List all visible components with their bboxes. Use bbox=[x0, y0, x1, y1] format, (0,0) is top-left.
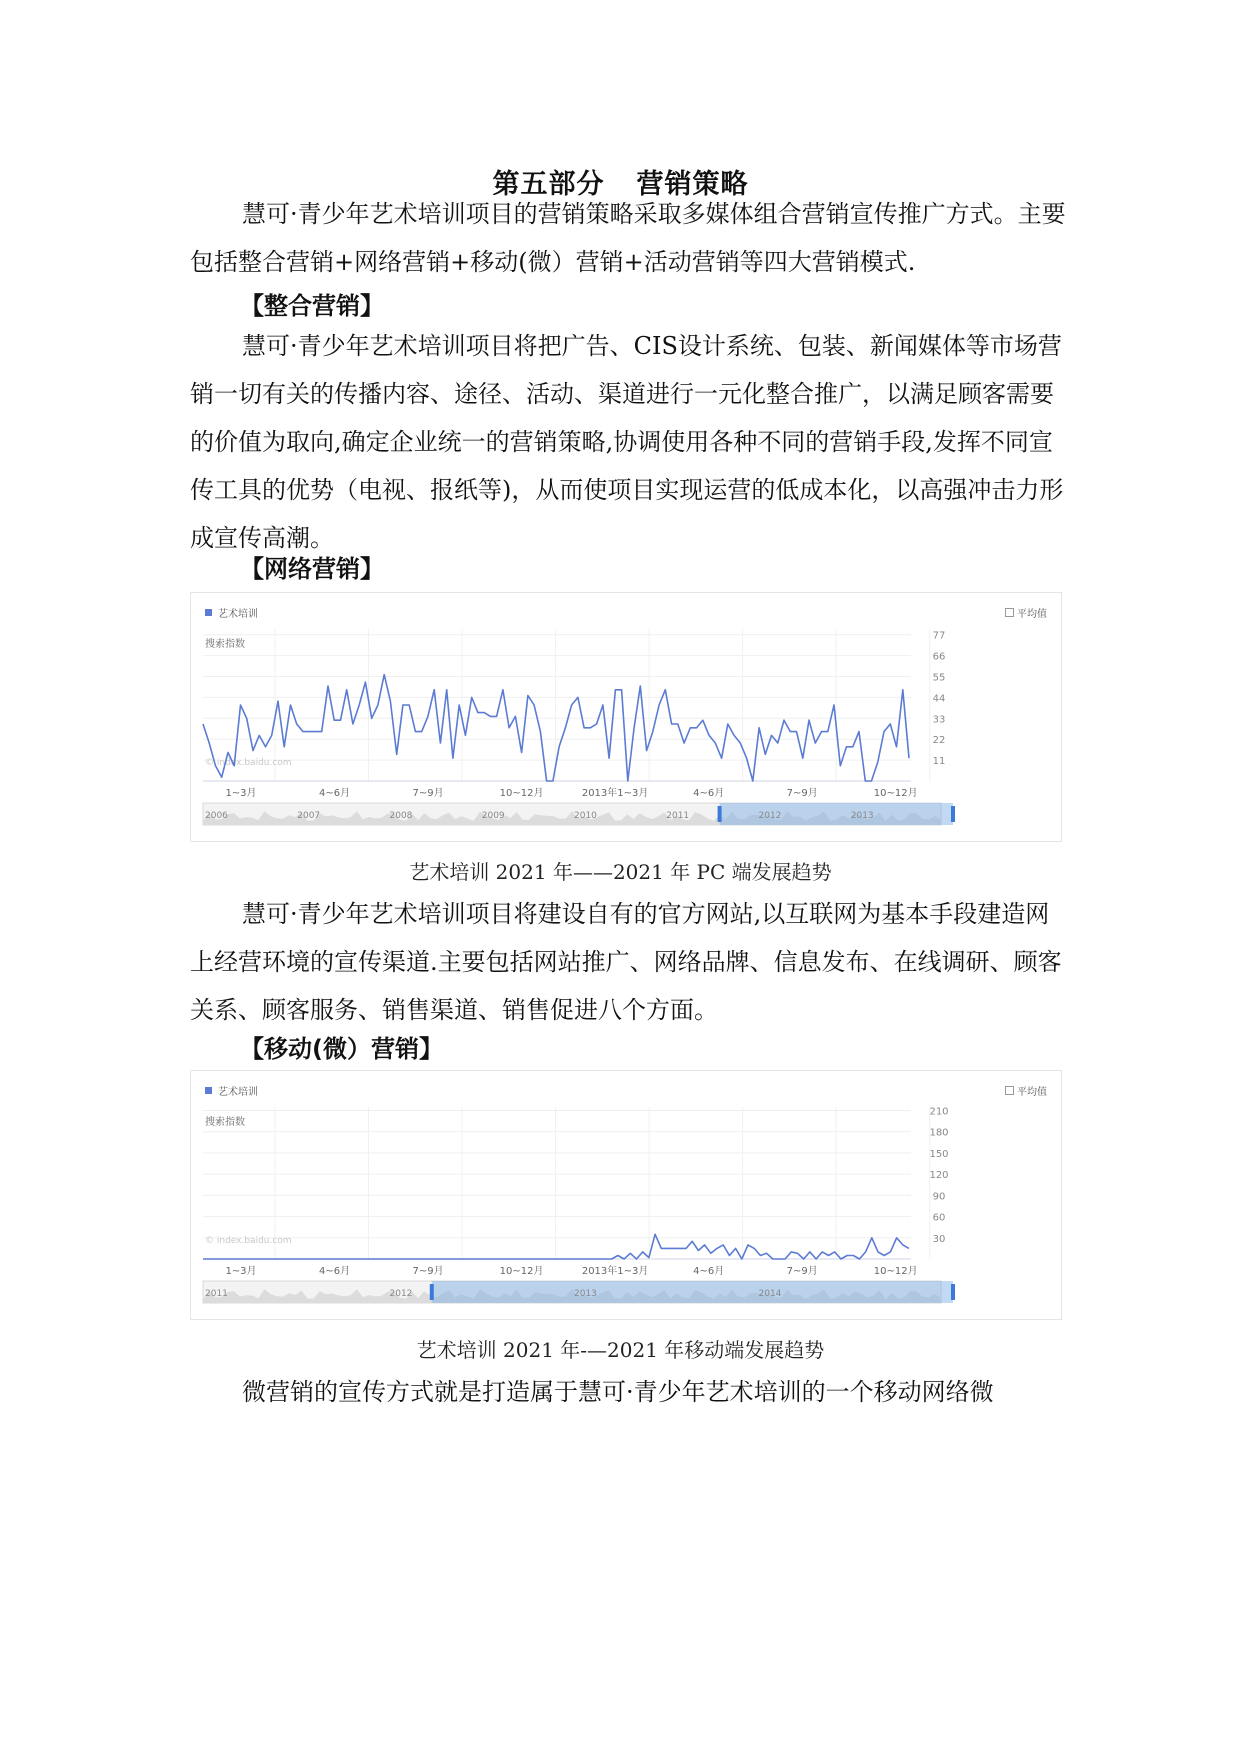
timeline-year-label: 2006 bbox=[205, 811, 228, 821]
x-tick-label: 1~3月 bbox=[225, 788, 257, 799]
y-tick-label: 30 bbox=[932, 1233, 946, 1245]
timeline-selection bbox=[432, 1281, 953, 1303]
y-tick-label: 33 bbox=[932, 714, 946, 726]
y-tick-label: 90 bbox=[932, 1191, 946, 1203]
mobile-trend-svg bbox=[191, 1071, 1061, 1319]
mobile-chart-caption: 艺术培训 2021 年-—2021 年移动端发展趋势 bbox=[416, 1338, 825, 1362]
y-tick-label: 77 bbox=[932, 630, 946, 642]
x-tick-label: 7~9月 bbox=[412, 1266, 444, 1277]
timeline-year-label: 2007 bbox=[297, 811, 321, 821]
average-toggle[interactable]: 平均值 bbox=[1005, 1083, 1047, 1098]
x-tick-label: 10~12月 bbox=[499, 788, 544, 799]
timeline-year-label: 2011 bbox=[666, 811, 690, 821]
x-tick-label: 7~9月 bbox=[786, 1266, 818, 1277]
x-tick-label: 7~9月 bbox=[786, 788, 818, 799]
integrated-paragraph: 慧可·青少年艺术培训项目将把广告、CIS设计系统、包装、新闻媒体等市场营销一切有关的传播内容、途径、活动、渠道进行一元化整合推广，以满足顾客需要的价值为取向,确定企业统一的营销策略,协调使用各种不同的营销手段,发挥不同宣传工具的优势（电视、报纸等)，从而使项目实现运营的低成本化，以高强冲击力形成宣传高潮。 bbox=[190, 332, 1064, 552]
x-tick-label: 10~12月 bbox=[873, 788, 918, 799]
watermark: © index.baidu.com bbox=[205, 758, 292, 768]
timeline-year-label: 2011 bbox=[205, 1289, 228, 1299]
y-tick-label: 210 bbox=[929, 1106, 949, 1118]
y-tick-label: 55 bbox=[932, 672, 946, 684]
heading-mobile: 【移动(微）营销】 bbox=[240, 1035, 443, 1063]
x-tick-label: 2013年1~3月 bbox=[581, 788, 649, 799]
timeline-year-label: 2012 bbox=[758, 811, 782, 821]
y-tick-label: 44 bbox=[932, 693, 946, 705]
watermark: © index.baidu.com bbox=[205, 1236, 292, 1246]
heading-integrated: 【整合营销】 bbox=[240, 292, 384, 320]
timeline-year-label: 2014 bbox=[758, 1289, 782, 1299]
title-name: 营销策略 bbox=[636, 169, 749, 200]
y-tick-label: 66 bbox=[932, 651, 946, 663]
x-tick-label: 4~6月 bbox=[693, 788, 725, 799]
y-tick-label: 150 bbox=[929, 1148, 949, 1160]
mobile-trend-chart bbox=[190, 1070, 1062, 1320]
x-tick-label: 10~12月 bbox=[499, 1266, 544, 1277]
x-tick-label: 2013年1~3月 bbox=[581, 1266, 649, 1277]
y-tick-label: 11 bbox=[932, 756, 946, 768]
timeline-handle-left bbox=[430, 1284, 434, 1300]
y-tick-label: 60 bbox=[932, 1212, 946, 1224]
intro-paragraph: 慧可·青少年艺术培训项目的营销策略采取多媒体组合营销宣传推广方式。主要包括整合营销+网络营销+移动(微）营销+活动营销等四大营销模式. bbox=[190, 200, 1066, 276]
chart-legend: 艺术培训 bbox=[205, 605, 258, 620]
mobile-paragraph: 微营销的宣传方式就是打造属于慧可·青少年艺术培训的一个移动网络微 bbox=[242, 1378, 994, 1406]
pc-trend-chart bbox=[190, 592, 1062, 842]
network-paragraph: 慧可·青少年艺术培训项目将建设自有的官方网站,以互联网为基本手段建造网上经营环境的宣传渠道.主要包括网站推广、网络品牌、信息发布、在线调研、顾客关系、顾客服务、销售渠道、销售促进八个方面。 bbox=[190, 900, 1062, 1024]
x-tick-label: 1~3月 bbox=[225, 1266, 257, 1277]
timeline-year-label: 2010 bbox=[574, 811, 597, 821]
title-part: 第五部分 bbox=[492, 169, 605, 200]
average-toggle[interactable]: 平均值 bbox=[1005, 605, 1047, 620]
pc-trend-svg bbox=[191, 593, 1061, 841]
timeline-year-label: 2009 bbox=[481, 811, 505, 821]
timeline-year-label: 2008 bbox=[389, 811, 413, 821]
y-tick-label: 120 bbox=[929, 1170, 949, 1182]
pc-chart-caption: 艺术培训 2021 年——2021 年 PC 端发展趋势 bbox=[409, 860, 832, 884]
x-tick-label: 4~6月 bbox=[693, 1266, 725, 1277]
x-tick-label: 10~12月 bbox=[873, 1266, 918, 1277]
chart-legend: 艺术培训 bbox=[205, 1083, 258, 1098]
timeline-year-label: 2012 bbox=[389, 1289, 413, 1299]
timeline-selection bbox=[720, 803, 953, 825]
heading-network: 【网络营销】 bbox=[240, 555, 384, 583]
x-tick-label: 4~6月 bbox=[318, 788, 351, 799]
y-axis-label: 搜索指数 bbox=[205, 639, 245, 650]
timeline-handle-left bbox=[718, 806, 722, 822]
timeline-handle-right bbox=[951, 806, 955, 822]
y-tick-label: 22 bbox=[932, 735, 946, 747]
timeline-handle-right bbox=[951, 1284, 955, 1300]
y-axis-label: 搜索指数 bbox=[205, 1117, 245, 1128]
timeline-year-label: 2013 bbox=[574, 1289, 597, 1299]
x-tick-label: 7~9月 bbox=[412, 788, 444, 799]
x-tick-label: 4~6月 bbox=[318, 1266, 351, 1277]
y-tick-label: 180 bbox=[929, 1127, 949, 1139]
timeline-year-label: 2013 bbox=[850, 811, 874, 821]
